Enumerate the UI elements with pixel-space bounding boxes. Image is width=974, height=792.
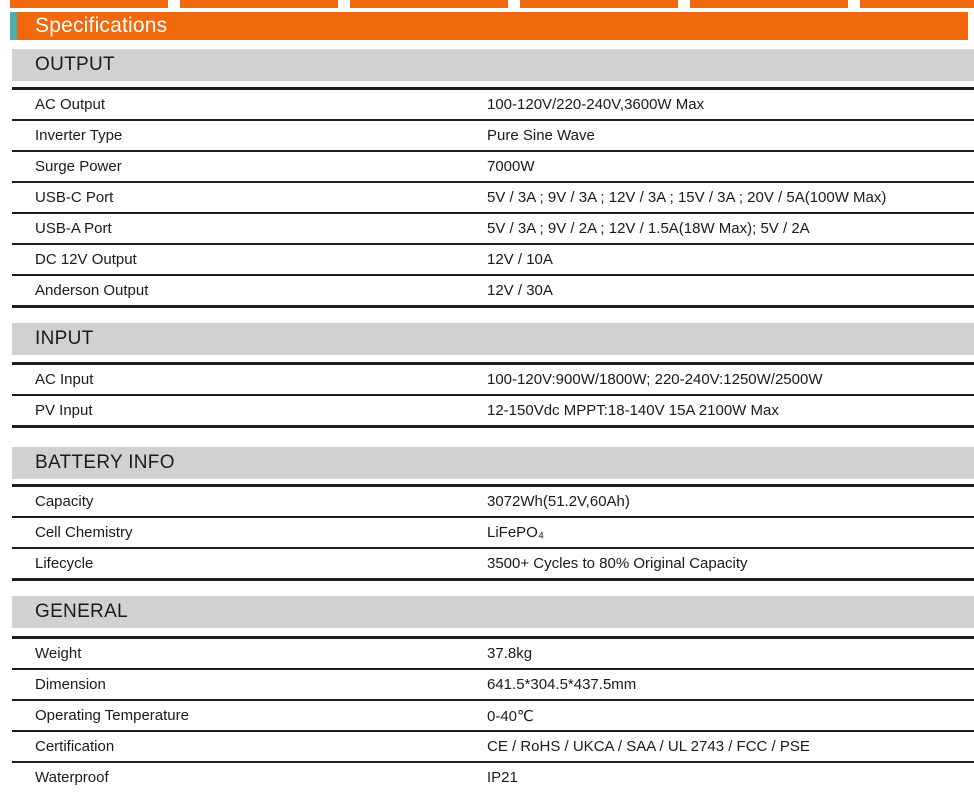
table-row (12, 119, 974, 150)
spec-value: 12V / 10A (487, 251, 553, 268)
teal-accent-bar (10, 12, 17, 40)
table-row (12, 243, 974, 274)
table-row (12, 730, 974, 761)
spec-label: Lifecycle (35, 555, 94, 572)
spec-value: 12-150Vdc MPPT:18-140V 15A 2100W Max (487, 402, 779, 419)
spec-label: Certification (35, 738, 115, 755)
spec-value: 3500+ Cycles to 80% Original Capacity (487, 555, 748, 572)
table-row (12, 90, 974, 119)
spec-value: Pure Sine Wave (487, 127, 595, 144)
spec-value: 100-120V:900W/1800W; 220-240V:1250W/2500W (487, 371, 823, 388)
spec-value: 5V / 3A ; 9V / 2A ; 12V / 1.5A(18W Max); 5V / 2A (487, 220, 810, 237)
specifications-banner (10, 12, 974, 40)
image-fragment (690, 0, 848, 8)
spec-value: 12V / 30A (487, 282, 553, 299)
section-header-output: OUTPUT (12, 49, 974, 81)
spec-value: 37.8kg (487, 645, 533, 662)
general-table (12, 636, 974, 792)
battery-info-table (12, 484, 974, 581)
spec-label: Cell Chemistry (35, 524, 133, 541)
spec-value: IP21 (487, 769, 518, 786)
spec-label: Inverter Type (35, 127, 123, 144)
image-fragment (520, 0, 678, 8)
table-row (12, 761, 974, 792)
table-row (12, 487, 974, 516)
section-header-battery-info: BATTERY INFO (12, 447, 974, 479)
spec-label: USB-C Port (35, 189, 114, 206)
section-header-input: INPUT (12, 323, 974, 355)
image-fragment (180, 0, 338, 8)
table-row (12, 212, 974, 243)
spec-value: 0-40℃ (487, 707, 534, 725)
table-row (12, 699, 974, 730)
table-row (12, 516, 974, 547)
image-fragment (350, 0, 508, 8)
spec-value: 100-120V/220-240V,3600W Max (487, 96, 705, 113)
output-table (12, 87, 974, 308)
table-row (12, 639, 974, 668)
spec-value: CE / RoHS / UKCA / SAA / UL 2743 / FCC / PSE (487, 738, 810, 755)
page-title: Specifications (17, 12, 968, 40)
spec-label: AC Output (35, 96, 106, 113)
table-row (12, 150, 974, 181)
spec-label: USB-A Port (35, 220, 112, 237)
spec-label: DC 12V Output (35, 251, 137, 268)
table-row (12, 181, 974, 212)
spec-label: PV Input (35, 402, 93, 419)
spec-value: 3072Wh(51.2V,60Ah) (487, 493, 630, 510)
table-row (12, 394, 974, 425)
spec-label: Surge Power (35, 158, 122, 175)
spec-value: 5V / 3A ; 9V / 3A ; 12V / 3A ; 15V / 3A ; 20V / 5A(100W Max) (487, 189, 887, 206)
table-row (12, 668, 974, 699)
section-header-general: GENERAL (12, 596, 974, 628)
image-fragment (10, 0, 168, 8)
image-fragment (860, 0, 974, 8)
table-row (12, 365, 974, 394)
spec-label: AC Input (35, 371, 94, 388)
spec-value: LiFePO₄ (487, 524, 544, 541)
top-image-strip (0, 0, 974, 8)
input-table (12, 362, 974, 428)
spec-label: Weight (35, 645, 82, 662)
spec-label: Waterproof (35, 769, 109, 786)
spec-label: Dimension (35, 676, 106, 693)
spec-value: 7000W (487, 158, 535, 175)
spec-value: 641.5*304.5*437.5mm (487, 676, 637, 693)
spec-label: Operating Temperature (35, 707, 189, 724)
spec-label: Anderson Output (35, 282, 149, 299)
table-row (12, 547, 974, 578)
spec-label: Capacity (35, 493, 94, 510)
table-row (12, 274, 974, 305)
